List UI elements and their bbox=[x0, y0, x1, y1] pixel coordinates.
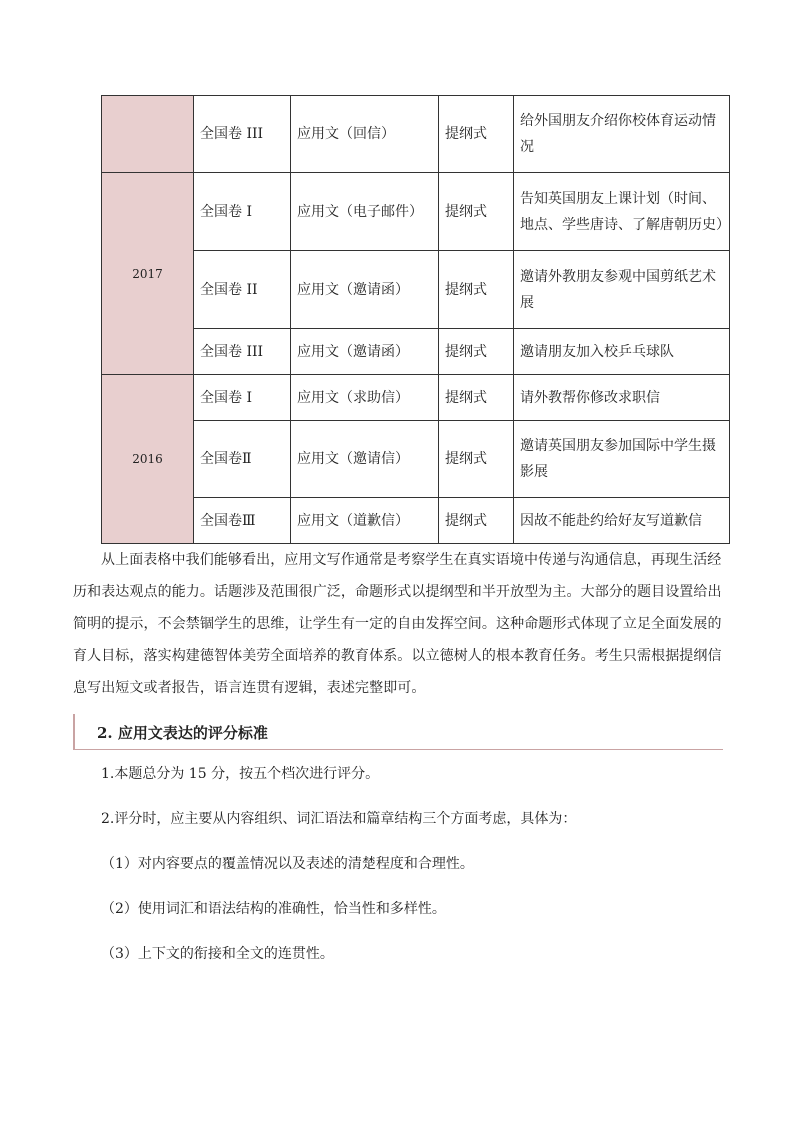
table-row bbox=[102, 251, 730, 329]
type-cell: 应用文（道歉信） bbox=[291, 498, 439, 544]
content-cell: 告知英国朋友上课计划（时间、地点、学些唐诗、了解唐朝历史） bbox=[514, 173, 730, 251]
table-row bbox=[102, 96, 730, 173]
form-cell: 提纲式 bbox=[439, 498, 514, 544]
year-cell: 2017 bbox=[102, 173, 194, 375]
form-cell: 提纲式 bbox=[439, 251, 514, 329]
paper-cell: 全国卷 II bbox=[194, 251, 291, 329]
table-row bbox=[102, 173, 730, 251]
type-cell: 应用文（邀请信） bbox=[291, 421, 439, 498]
table-row bbox=[102, 421, 730, 498]
table-row bbox=[102, 498, 730, 544]
type-cell: 应用文（邀请函） bbox=[291, 251, 439, 329]
content-cell: 邀请朋友加入校乒乓球队 bbox=[514, 329, 730, 375]
content-cell: 邀请外教朋友参观中国剪纸艺术展 bbox=[514, 251, 730, 329]
type-cell: 应用文（回信） bbox=[291, 96, 439, 173]
form-cell: 提纲式 bbox=[439, 96, 514, 173]
year-cell bbox=[102, 96, 194, 173]
year-cell: 2016 bbox=[102, 375, 194, 544]
content-cell: 请外教帮你修改求职信 bbox=[514, 375, 730, 421]
table-row bbox=[102, 329, 730, 375]
criteria-line: （3）上下文的衔接和全文的连贯性。 bbox=[101, 946, 334, 962]
exam-table bbox=[101, 95, 730, 544]
content-cell: 邀请英国朋友参加国际中学生摄影展 bbox=[514, 421, 730, 498]
form-cell: 提纲式 bbox=[439, 375, 514, 421]
type-cell: 应用文（电子邮件） bbox=[291, 173, 439, 251]
paper-cell: 全国卷 I bbox=[194, 375, 291, 421]
type-cell: 应用文（邀请函） bbox=[291, 329, 439, 375]
section-heading bbox=[73, 714, 723, 750]
criteria-line: （2）使用词汇和语法结构的准确性，恰当性和多样性。 bbox=[101, 901, 446, 917]
criteria-line: 2.评分时，应主要从内容组织、词汇语法和篇章结构三个方面考虑，具体为： bbox=[101, 811, 577, 827]
summary-paragraph: 从上面表格中我们能够看出，应用文写作通常是考察学生在真实语境中传递与沟通信息，再现生活经历和表达观点的能力。话题涉及范围很广泛，命题形式以提纲型和半开放型为主。大部分的题目设置给出简明的提示，不会禁锢学生的思维，让学生有一定的自由发挥空间。这种命题形式体现了立足全面发展的育人目标，落实构建德智体美劳全面培养的教育体系。以立德树人的根本教育任务。考生只需根据提纲信息写出短文或者报告，语言连贯有逻辑，表述完整即可。 bbox=[73, 552, 722, 696]
form-cell: 提纲式 bbox=[439, 421, 514, 498]
paper-cell: 全国卷 I bbox=[194, 173, 291, 251]
form-cell: 提纲式 bbox=[439, 329, 514, 375]
form-cell: 提纲式 bbox=[439, 173, 514, 251]
type-cell: 应用文（求助信） bbox=[291, 375, 439, 421]
paper-cell: 全国卷 III bbox=[194, 329, 291, 375]
paper-cell: 全国卷Ⅲ bbox=[194, 498, 291, 544]
content-cell: 给外国朋友介绍你校体育运动情况 bbox=[514, 96, 730, 173]
content-cell: 因故不能赴约给好友写道歉信 bbox=[514, 498, 730, 544]
paper-cell: 全国卷 III bbox=[194, 96, 291, 173]
table-row bbox=[102, 375, 730, 421]
criteria-line: （1）对内容要点的覆盖情况以及表述的清楚程度和合理性。 bbox=[101, 856, 474, 872]
section-title: 2. 应用文表达的评分标准 bbox=[97, 724, 268, 742]
paper-cell: 全国卷Ⅱ bbox=[194, 421, 291, 498]
criteria-line: 1.本题总分为 15 分，按五个档次进行评分。 bbox=[101, 766, 380, 782]
